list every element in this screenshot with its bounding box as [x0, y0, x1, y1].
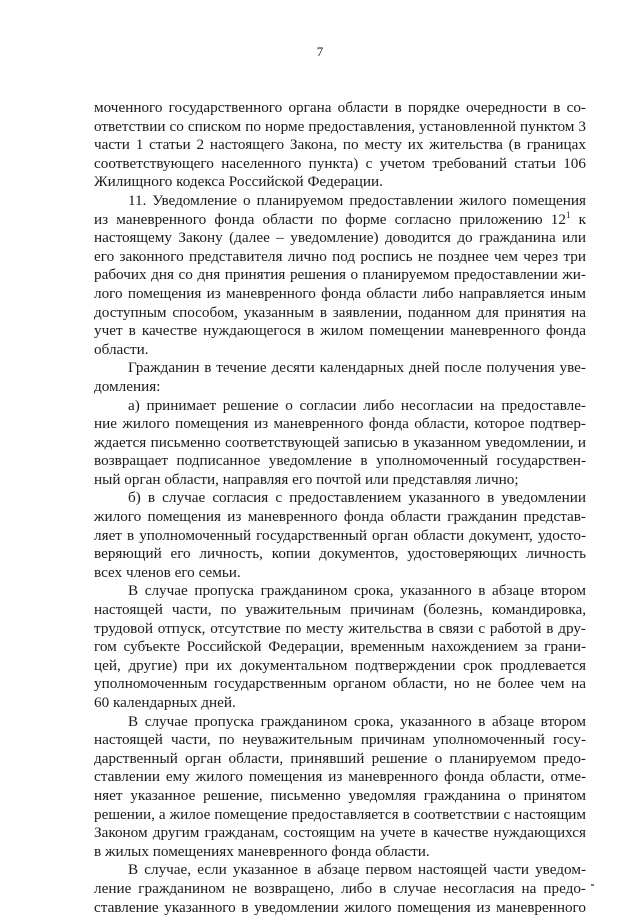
text-line: а) принимает решение о согласии либо несогласии на предоставле- [128, 396, 586, 414]
text-line: настоящему Закону (далее – уведомление) доводится до гражданина или [94, 229, 586, 247]
text-line: ждается письменно соответствующей записью в указанном уведомлении, и [94, 433, 586, 451]
text-line: области. [94, 340, 149, 358]
paragraph [94, 99, 586, 192]
text-line: 60 календарных дней. [94, 694, 236, 711]
scan-artifact [591, 884, 594, 886]
text-line: жилого помещения из маневренного фонда области гражданин представ- [94, 508, 586, 526]
text-line: уполномоченным государственным органом области, но не более чем на [94, 675, 586, 693]
paragraph [94, 359, 586, 396]
text-line: соответствующего населенного пункта) с учетом требований статьи 106 [94, 154, 586, 172]
text-line: всех членов его семьи. [94, 563, 241, 581]
document-body [94, 99, 586, 917]
text-line: В случае пропуска гражданином срока, указанного в абзаце втором [128, 712, 586, 730]
paragraph [94, 861, 586, 917]
text-line: домления: [94, 377, 161, 395]
text-line: ный орган области, направляя его почтой или представляя лично; [94, 470, 519, 488]
text-line: ставлении ему жилого помещения из маневренного фонда области, отме- [94, 768, 586, 786]
text-line: ответствии со списком по норме предоставления, установленной пунктом 3 [94, 117, 586, 135]
text-line: ление гражданином не возвращено, либо в случае несогласия на предо- [94, 879, 586, 897]
text-line: настоящей части, по неуважительным причинам уполномоченный госу- [94, 731, 586, 749]
footnote-marker: 1 [565, 209, 571, 220]
text-line: трудовой отпуск, отсутствие по месту жительства в связи с работой в дру- [94, 619, 586, 637]
text-line: ставление указанного в уведомлении жилого помещения из маневренного [94, 898, 586, 916]
text-line: 11. Уведомление о планируемом предоставлении жилого помещения [128, 191, 586, 209]
text-line: Гражданин в течение десяти календарных дней после получения уве- [128, 359, 586, 377]
text-line: Законом другим гражданам, состоящим на учете в качестве нуждающихся [94, 824, 586, 842]
text-line: возвращает подписанное уведомление в уполномоченный государствен- [94, 452, 586, 470]
text-line: доступным способом, указанным в заявлении, поданном для принятия на [94, 303, 586, 321]
text-line: цей, другие) при их документальном подтверждении срок продлевается [94, 656, 586, 674]
page-number: 7 [316, 44, 324, 59]
paragraph [94, 192, 586, 359]
paragraph [94, 713, 586, 862]
text-line: ляет в уполномоченный государственный орган области документ, удосто- [94, 526, 586, 544]
paragraph [94, 397, 586, 490]
text-line: моченного государственного органа области в порядке очередности в со- [94, 99, 586, 116]
text-line: веряющий его личность, копии документов, удостоверяющих личность [94, 545, 586, 563]
text-line: лого помещения из маневренного фонда области либо направляется иным [94, 284, 586, 302]
text-line: дарственный орган области, принявший решение о планируемом предо- [94, 749, 586, 767]
paragraph [94, 582, 586, 712]
text-line: решении, а жилое помещение предоставляется в соответствии с настоящим [94, 805, 586, 823]
text-line: в жилых помещениях маневренного фонда области. [94, 842, 430, 860]
text-line: Жилищного кодекса Российской Федерации. [94, 173, 383, 191]
text-line: настоящей части, по уважительным причинам (болезнь, командировка, [94, 601, 586, 619]
text-line: В случае пропуска гражданином срока, указанного в абзаце втором [128, 582, 586, 600]
text-line: ние жилого помещения из маневренного фонда области, которое подтвер- [94, 415, 586, 433]
text-line: няет указанное решение, письменно уведомляя гражданина о принятом [94, 786, 586, 804]
text-line: части 1 статьи 2 настоящего Закона, по месту их жительства (в границах [94, 136, 586, 154]
text-line: его законного представителя лично под роспись не позднее чем через три [94, 247, 586, 265]
text-line: В случае, если указанное в абзаце первом настоящей части уведом- [128, 861, 586, 879]
paragraph [94, 489, 586, 582]
text-line: из маневренного фонда области по форме согласно приложению $12^1$ к [94, 209, 586, 228]
text-line: учет в качестве нуждающегося в жилом помещении маневренного фонда [94, 322, 586, 340]
text-line: гом субъекте Российской Федерации, временным нахождением за грани- [94, 638, 586, 656]
text-line: б) в случае согласия с предоставлением указанного в уведомлении [128, 489, 586, 507]
text-line: рабочих дня со дня принятия решения о планируемом предоставлении жи- [94, 266, 586, 284]
